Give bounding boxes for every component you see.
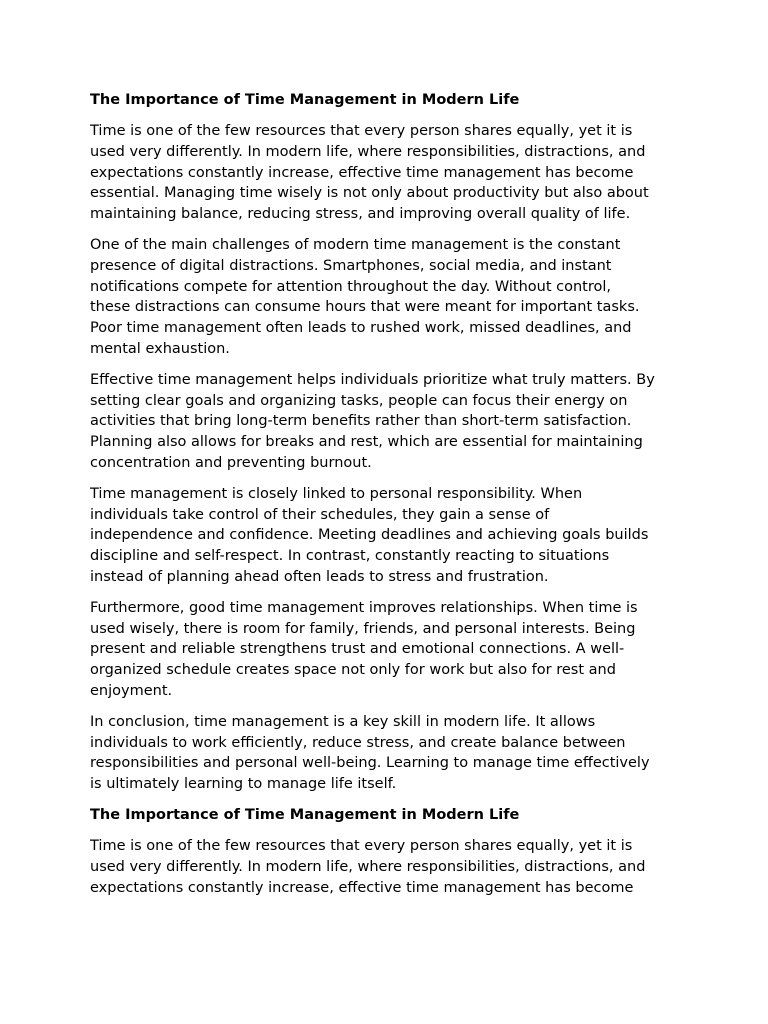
text-line: maintaining balance, reducing stress, and improving overall quality of life. (90, 206, 631, 223)
text-line: independence and confidence. Meeting deadlines and achieving goals builds (90, 527, 649, 544)
body-paragraph (90, 484, 682, 588)
text-line: Time management is closely linked to personal responsibility. When (90, 485, 583, 502)
text-line: concentration and preventing burnout. (90, 454, 372, 471)
text-line: Time is one of the few resources that every person shares equally, yet it is (90, 837, 633, 854)
document-heading: The Importance of Time Management in Modern Life (90, 92, 520, 108)
text-line: Effective time management helps individuals prioritize what truly matters. By (90, 371, 655, 388)
text-line: expectations constantly increase, effective time management has become (90, 164, 634, 181)
text-line: activities that bring long-term benefits rather than short-term satisfaction. (90, 413, 632, 430)
body-paragraph (90, 370, 682, 474)
text-line: individuals take control of their schedules, they gain a sense of (90, 506, 550, 523)
text-line: mental exhaustion. (90, 340, 230, 357)
body-paragraph (90, 712, 682, 795)
text-line: used very differently. In modern life, where responsibilities, distractions, and (90, 858, 646, 875)
text-line: individuals to work efficiently, reduce stress, and create balance between (90, 734, 626, 751)
text-line: Furthermore, good time management improves relationships. When time is (90, 599, 638, 616)
text-line: used very differently. In modern life, where responsibilities, distractions, and (90, 143, 646, 160)
text-line: organized schedule creates space not only for work but also for rest and (90, 662, 616, 679)
text-line: responsibilities and personal well-being. Learning to manage time effectively (90, 755, 650, 772)
body-paragraph (90, 598, 682, 702)
text-line: expectations constantly increase, effective time management has become (90, 879, 634, 896)
text-line: Planning also allows for breaks and rest, which are essential for maintaining (90, 434, 643, 451)
text-line: present and reliable strengthens trust and emotional connections. A well- (90, 641, 625, 658)
text-line: presence of digital distractions. Smartphones, social media, and instant (90, 257, 612, 274)
body-paragraph (90, 836, 682, 898)
text-line: enjoyment. (90, 682, 173, 699)
text-line: discipline and self-respect. In contrast, constantly reacting to situations (90, 548, 610, 565)
text-line: notifications compete for attention throughout the day. Without control, (90, 278, 612, 295)
body-paragraph (90, 235, 682, 360)
document-page (90, 90, 682, 908)
text-line: In conclusion, time management is a key skill in modern life. It allows (90, 713, 596, 730)
text-line: used wisely, there is room for family, friends, and personal interests. Being (90, 620, 636, 637)
body-paragraph (90, 121, 682, 225)
text-line: One of the main challenges of modern time management is the constant (90, 236, 621, 253)
text-line: these distractions can consume hours that were meant for important tasks. (90, 299, 640, 316)
text-line: Time is one of the few resources that every person shares equally, yet it is (90, 123, 633, 139)
text-line: is ultimately learning to manage life itself. (90, 776, 397, 793)
text-line: essential. Managing time wisely is not only about productivity but also about (90, 185, 649, 202)
document-heading: The Importance of Time Management in Modern Life (90, 806, 520, 823)
text-line: Poor time management often leads to rushed work, missed deadlines, and (90, 320, 632, 337)
text-line: instead of planning ahead often leads to stress and frustration. (90, 568, 549, 585)
text-line: setting clear goals and organizing tasks, people can focus their energy on (90, 392, 628, 409)
